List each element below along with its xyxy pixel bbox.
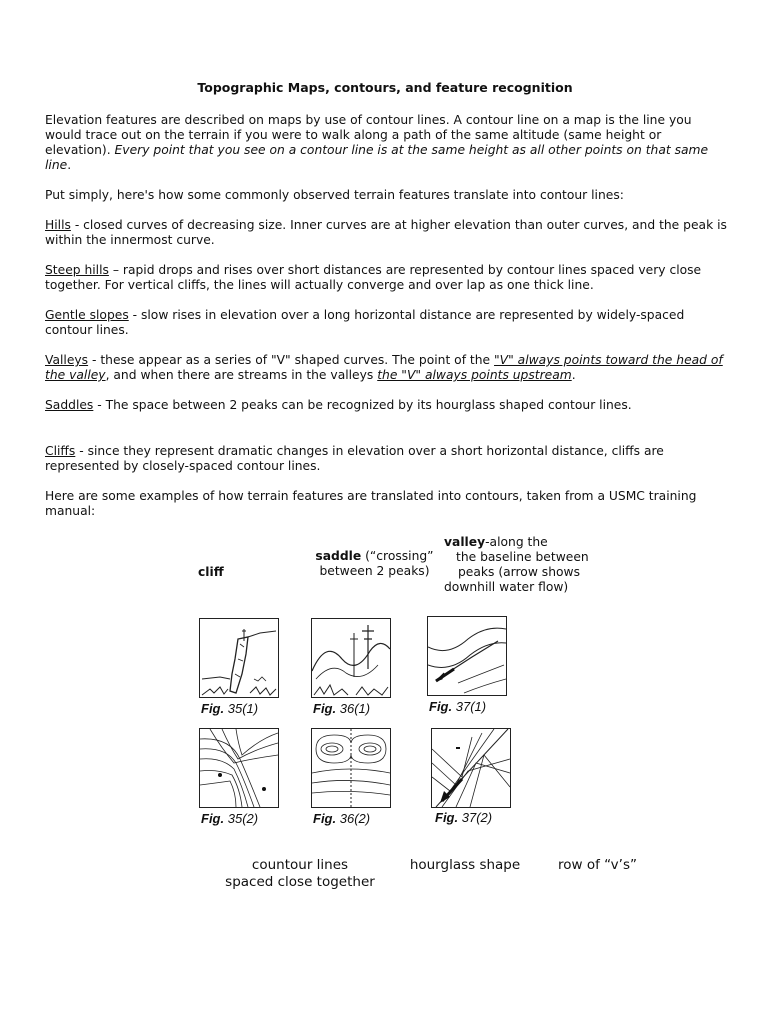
saddles-paragraph [45,398,730,413]
fig-35-1-label: Fig. 35(1) [201,701,259,716]
steep-hills-paragraph [45,263,730,293]
intro-italic: Every point that you see on a contour line is at the same height as all other points on that same line [45,143,709,172]
bottom-caption-hourglass: hourglass shape [409,857,521,873]
steep-text: – rapid drops and rises over short distances are represented by contour lines spaced very close together. For vertical cliffs, the lines will actually converge and over lap as one thick line. [45,263,702,292]
valleys-paragraph [45,353,730,383]
fig-37-2-label: Fig. 37(2) [435,810,493,825]
saddles-text: - The space between 2 peaks can be recognized by its hourglass shaped contour lines. [93,398,632,412]
fig-35-2-label: Fig. 35(2) [201,811,259,826]
valleys-text1: - these appear as a series of "V" shaped curves. The point of the [88,353,495,367]
cliffs-term: Cliffs [45,444,76,458]
gentle-term: Gentle slopes [45,308,129,322]
caption-saddle [312,549,437,579]
fig-36-2-label: Fig. 36(2) [313,811,371,826]
valleys-end: . [571,368,576,382]
saddles-term: Saddles [45,398,94,412]
caption-cliff [198,565,224,580]
caption-saddle-rest2: between 2 peaks) [319,564,430,578]
gentle-slopes-paragraph [45,308,730,338]
fig-36-1-label: Fig. 36(1) [313,701,371,716]
hills-paragraph [45,218,730,248]
valleys-em1: "V" always points toward the head of the valley [45,353,723,382]
caption-saddle-bold: saddle [315,549,362,563]
valleys-em2: the "V" always points upstream [377,368,572,382]
caption-valley-rest2: the baseline between [456,550,589,564]
usmc-figure-panel [195,610,515,840]
intro-text: Elevation features are described on maps by use of contour lines. A contour line on a map is the line you would trace out on the terrain if you were to walk along a path of the same altitude (same height or elevation). [45,113,692,157]
intro-end: . [67,158,72,172]
hills-text: - closed curves of decreasing size. Inner curves are at higher elevation than outer curves, and the peak is within the innermost curve. [45,218,727,247]
caption-valley-rest3: peaks (arrow shows [458,565,580,579]
fig-36-2-saddle-contours [311,728,391,808]
fig-37-2-valley-contours [431,728,511,808]
bottom-contour-line1: countour lines [251,857,349,873]
steep-term: Steep hills [45,263,109,277]
bottom-contour-line2: spaced close together [225,874,375,890]
fig-36-1-saddle-sketch [311,618,391,698]
valleys-term: Valleys [45,353,89,367]
cliffs-text: - since they represent dramatic changes in elevation over a short horizontal distance, cliffs are represented by closely-spaced contour lines. [45,444,664,473]
simply-paragraph: Put simply, here's how some commonly observed terrain features translate into contour lines: [45,188,624,202]
caption-valley-bold: valley [444,535,486,549]
caption-valley-rest4: downhill water flow) [444,580,569,594]
intro-paragraph [45,113,730,173]
fig-35-1-cliff-sketch [199,618,279,698]
fig-37-1-valley-sketch [427,616,507,696]
caption-valley [444,535,604,595]
fig-35-2-cliff-contours [199,728,279,808]
caption-valley-rest1: -along the [485,535,548,549]
bottom-caption-contour [210,857,390,891]
gentle-text: - slow rises in elevation over a long horizontal distance are represented by widely-spaced contour lines. [45,308,685,337]
examples-paragraph: Here are some examples of how terrain features are translated into contours, taken from a USMC training manual: [45,489,697,518]
caption-saddle-rest1: (“crossing” [361,549,434,563]
valleys-text2: , and when there are streams in the valleys [105,368,378,382]
caption-cliff-label: cliff [198,565,224,579]
page-title: Topographic Maps, contours, and feature recognition [197,80,573,95]
cliffs-paragraph [45,444,730,474]
fig-37-1-label: Fig. 37(1) [429,699,487,714]
hills-term: Hills [45,218,71,232]
bottom-caption-row: row of “v’s” [558,857,637,873]
